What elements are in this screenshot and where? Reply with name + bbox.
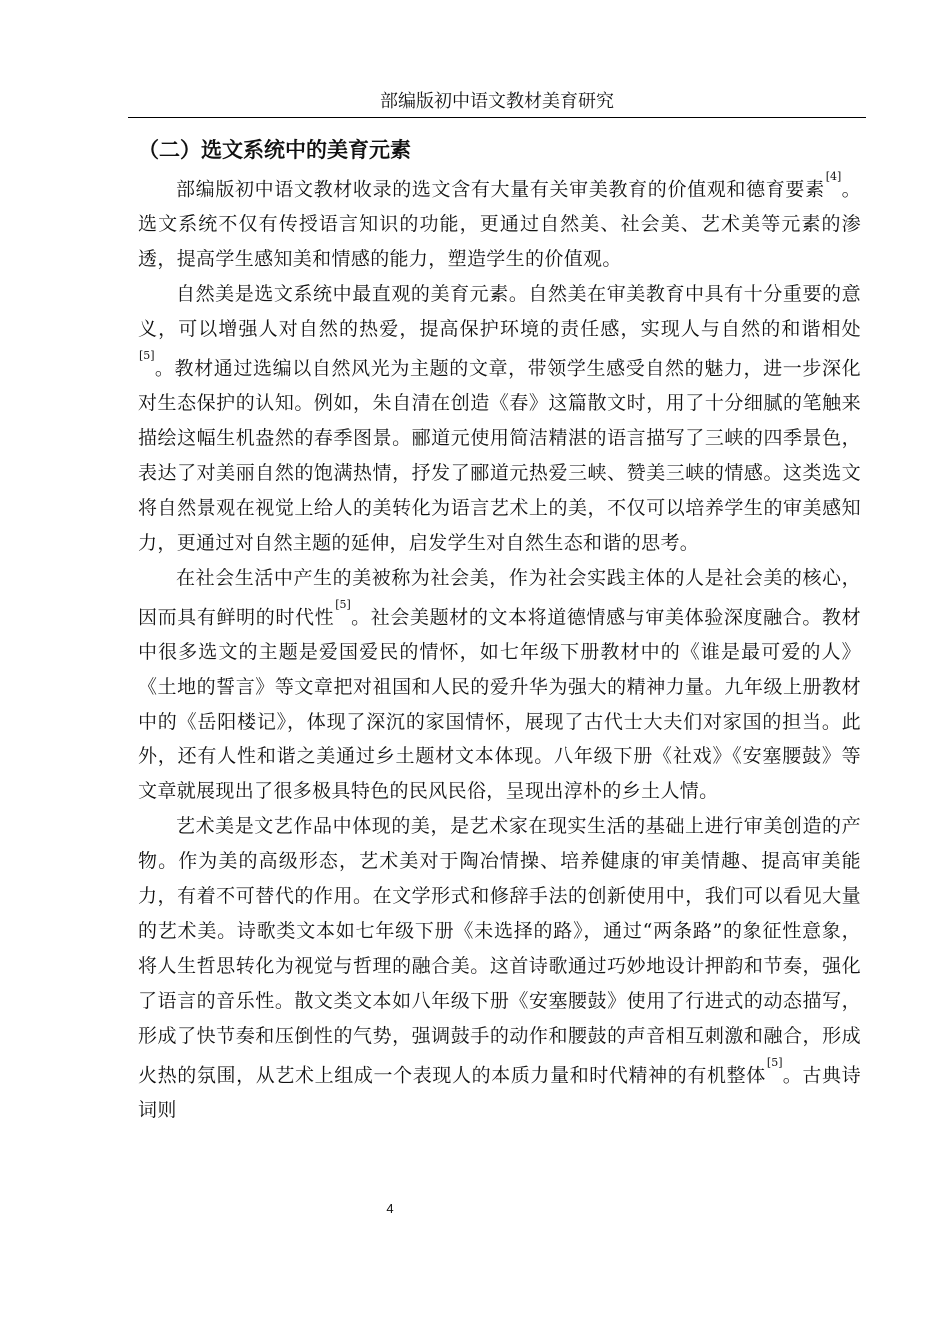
citation-ref: [5]: [139, 348, 155, 362]
paragraph-text: 艺术美是文艺作品中体现的美，是艺术家在现实生活的基础上进行审美创造的产物。作为美的高级形态，艺术美对于陶冶情操、培养健康的审美情趣、提高审美能力，有着不可替代的作用。在文学形式和修辞手法的创新使用中，我们可以看见大量的艺术美。诗歌类文本如七年级下册《未选择的路》，通过“两条路”的象征性意象，将人生哲思转化为视觉与哲理的融合美。这首诗歌通过巧妙地设计押韵和节奏，强化了语言的音乐性。散文类文本如八年级下册《安塞腰鼓》使用了行进式的动态描写，形成了快节奏和压倒性的气势，强调鼓手的动作和腰鼓的声音相互刺激和融合，形成火热的氛围，从艺术上组成一个表现人的本质力量和时代精神的有机整体: [138, 815, 861, 1086]
citation-ref: [5]: [766, 1055, 783, 1069]
paragraph-text: 。古典诗词则: [138, 1063, 862, 1121]
paragraph: [138, 168, 861, 277]
paragraph: [138, 277, 861, 561]
paragraph-text: 。社会美题材的文本将道德情感与审美体验深度融合。教材中很多选文的主题是爱国爱民的情怀，如七年级下册教材中的《谁是最可爱的人》《土地的誓言》等文章把对祖国和人民的爱升华为强大的精神力量。九年级上册教材中的《岳阳楼记》，体现了深沉的家国情怀，展现了古代士大夫们对家国的担当。此外，还有人性和谐之美通过乡土题材文本体现。八年级下册《社戏》《安塞腰鼓》等文章就展现出了很多极具特色的民风民俗，呈现出淳朴的乡土人情。: [138, 605, 861, 803]
paragraph-text: 部编版初中语文教材收录的选文含有大量有关审美教育的价值观和德育要素: [176, 178, 825, 201]
paragraph-text: 自然美是选文系统中最直观的美育元素。自然美在审美教育中具有十分重要的意义，可以增强人对自然的热爱，提高保护环境的责任感，实现人与自然的和谐相处: [138, 283, 861, 340]
body-text: [138, 168, 861, 1128]
paragraph-text: 。教材通过选编以自然风光为主题的文章，带领学生感受自然的魅力，进一步深化对生态保护的认知。例如，朱自清在创造《春》这篇散文时，用了十分细腻的笔触来描绘这幅生机盎然的春季图景。郦道元使用简洁精湛的语言描写了三峡的四季景色，表达了对美丽自然的饱满热情，抒发了郦道元热爱三峡、赞美三峡的情感。这类选文将自然景观在视觉上给人的美转化为语言艺术上的美，不仅可以培养学生的审美感知力，更通过对自然主题的延伸，启发学生对自然生态和谐的思考。: [138, 357, 861, 554]
paragraph: [138, 809, 861, 1127]
running-header-title: 部编版初中语文教材美育研究: [380, 91, 614, 112]
citation-ref: [4]: [825, 170, 842, 183]
paragraph-text: 在社会生活中产生的美被称为社会美，作为社会实践主体的人是社会美的核心，因而具有鲜明的时代性: [138, 566, 861, 628]
page-number: 4: [386, 1201, 394, 1216]
paragraph-text: 。选文系统不仅有传授语言知识的功能，更通过自然美、社会美、艺术美等元素的渗透，提高学生感知美和情感的能力，塑造学生的价值观。: [138, 178, 861, 271]
running-header: [128, 91, 866, 118]
section-heading: （二）选文系统中的美育元素: [138, 138, 411, 162]
paragraph: [138, 561, 861, 810]
citation-ref: [5]: [335, 597, 351, 611]
